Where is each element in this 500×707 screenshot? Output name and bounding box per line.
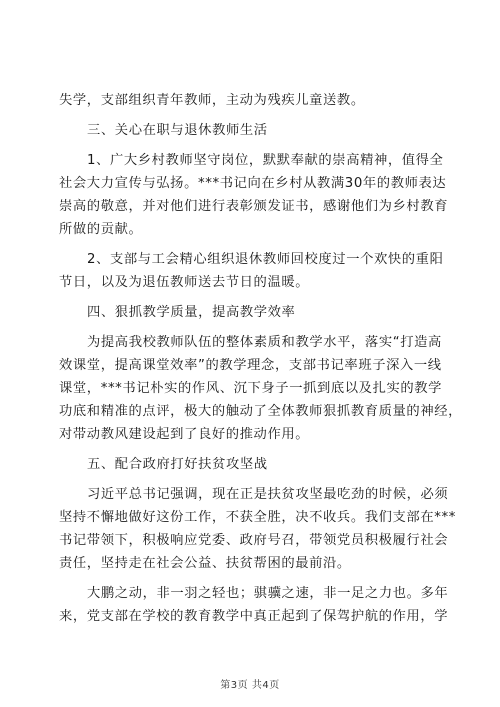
paragraph-line: 对带动教风建设起到了良好的推动作用。 <box>59 427 310 442</box>
paragraph-line: 效课堂，提高课堂效率”的教学理念，支部书记率班子深入一线 <box>59 358 442 373</box>
section-heading: 五、配合政府打好扶贫攻坚战 <box>87 457 268 472</box>
paragraph-line: 书记带领下，积极响应党委、政府号召，带领党员积极履行社会 <box>59 533 449 548</box>
paragraph-line: 来，党支部在学校的教育教学中真正起到了保驾护航的作用，学 <box>59 609 449 624</box>
paragraph-line: 坚持不懈地做好这份工作，不获全胜，决不收兵。我们支部在*** <box>59 510 456 525</box>
paragraph-line: 失学，支部组织青年教师，主动为残疾儿童送教。 <box>59 93 365 108</box>
paragraph-line: 崇高的敬意，并对他们进行表彰颁发证书，感谢他们为乡村教育 <box>59 199 449 214</box>
paragraph-line: 所做的贡献。 <box>59 222 143 237</box>
paragraph-line: 课堂，***书记朴实的作风、沉下身子一抓到底以及扎实的教学 <box>59 381 443 396</box>
paragraph-line: 节日，以及为退伍教师送去节日的温暖。 <box>59 275 310 290</box>
paragraph-line: 1、广大乡村教师坚守岗位，默默奉献的崇高精神，值得全 <box>87 153 444 168</box>
paragraph-line: 社会大力宣传与弘扬。***书记向在乡村从教满30年的教师表达 <box>59 176 447 191</box>
page-footer: 第3页 共4页 <box>220 680 280 691</box>
paragraph-line: 为提高我校教师队伍的整体素质和教学水平，落实“打造高 <box>87 335 442 350</box>
paragraph-line: 功底和精准的点评，极大的触动了全体教师狠抓教育质量的神经， <box>59 404 463 419</box>
paragraph-line: 大鹏之动，非一羽之轻也；骐骥之速，非一足之力也。多年 <box>87 586 449 601</box>
paragraph-line: 2、支部与工会精心组织退休教师回校度过一个欢快的重阳 <box>87 252 444 267</box>
section-heading: 四、狠抓教学质量，提高教学效率 <box>87 305 296 320</box>
paragraph-line: 责任，坚持走在社会公益、扶贫帮困的最前沿。 <box>59 556 351 571</box>
paragraph-line: 习近平总书记强调，现在正是扶贫攻坚最吃劲的时候，必须 <box>87 487 449 502</box>
section-heading: 三、关心在职与退休教师生活 <box>87 123 268 138</box>
